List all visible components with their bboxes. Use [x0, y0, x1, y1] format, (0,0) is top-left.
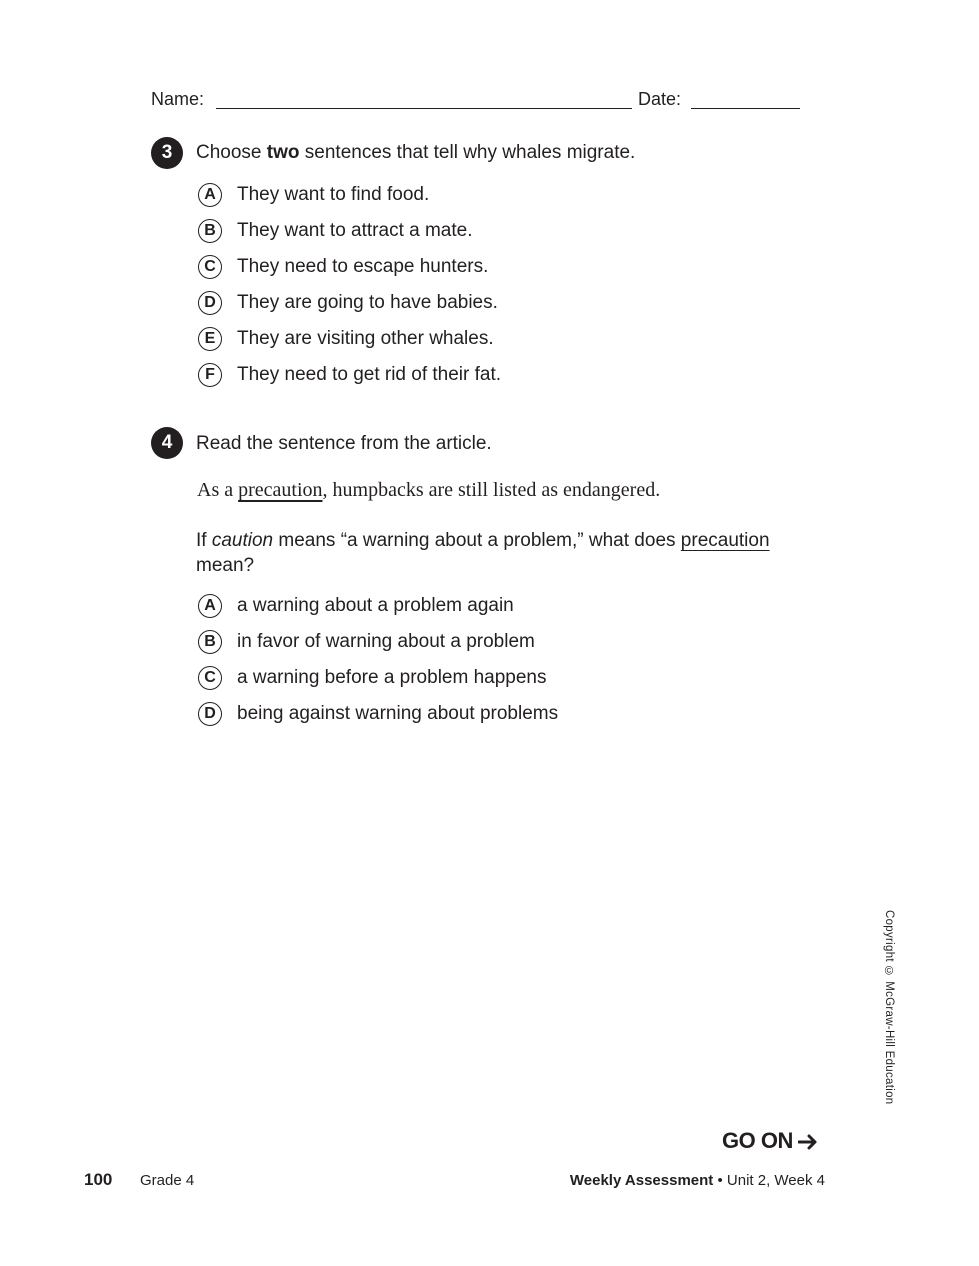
arrow-right-icon: [798, 1134, 818, 1150]
answer-bubble-c[interactable]: C: [198, 666, 222, 690]
answer-bubble-a[interactable]: A: [198, 594, 222, 618]
article-quote: As a precaution, humpbacks are still listed as endangered.: [197, 479, 661, 501]
copyright-notice: Copyright © McGraw-Hill Education: [883, 910, 895, 1105]
answer-bubble-a[interactable]: A: [198, 183, 222, 207]
answer-bubble-d[interactable]: D: [198, 291, 222, 315]
question-4-prompt: If caution means “a warning about a problem,” what does precaution mean?: [196, 530, 770, 576]
question-number-3: 3: [151, 137, 183, 169]
question-4-text: Read the sentence from the article.: [196, 433, 492, 454]
go-on-indicator: GO ON: [722, 1128, 818, 1154]
answer-bubble-b[interactable]: B: [198, 630, 222, 654]
name-label: Name:: [151, 89, 205, 109]
question-3-text: Choose two sentences that tell why whales migrate.: [196, 142, 636, 163]
page-number: 100: [84, 1170, 113, 1189]
answer-bubble-b[interactable]: B: [198, 219, 222, 243]
answer-bubble-d[interactable]: D: [198, 702, 222, 726]
answer-bubble-c[interactable]: C: [198, 255, 222, 279]
date-field[interactable]: [691, 108, 800, 109]
assessment-label: Weekly Assessment • Unit 2, Week 4: [569, 1172, 825, 1189]
answer-bubble-f[interactable]: F: [198, 363, 222, 387]
name-date-header: [151, 88, 811, 112]
grade-label: Grade 4: [140, 1172, 195, 1189]
vocab-word: precaution: [238, 479, 323, 501]
question-number-4: 4: [151, 427, 183, 459]
date-label: Date:: [638, 89, 682, 109]
name-field[interactable]: [216, 108, 632, 109]
answer-bubble-e[interactable]: E: [198, 327, 222, 351]
